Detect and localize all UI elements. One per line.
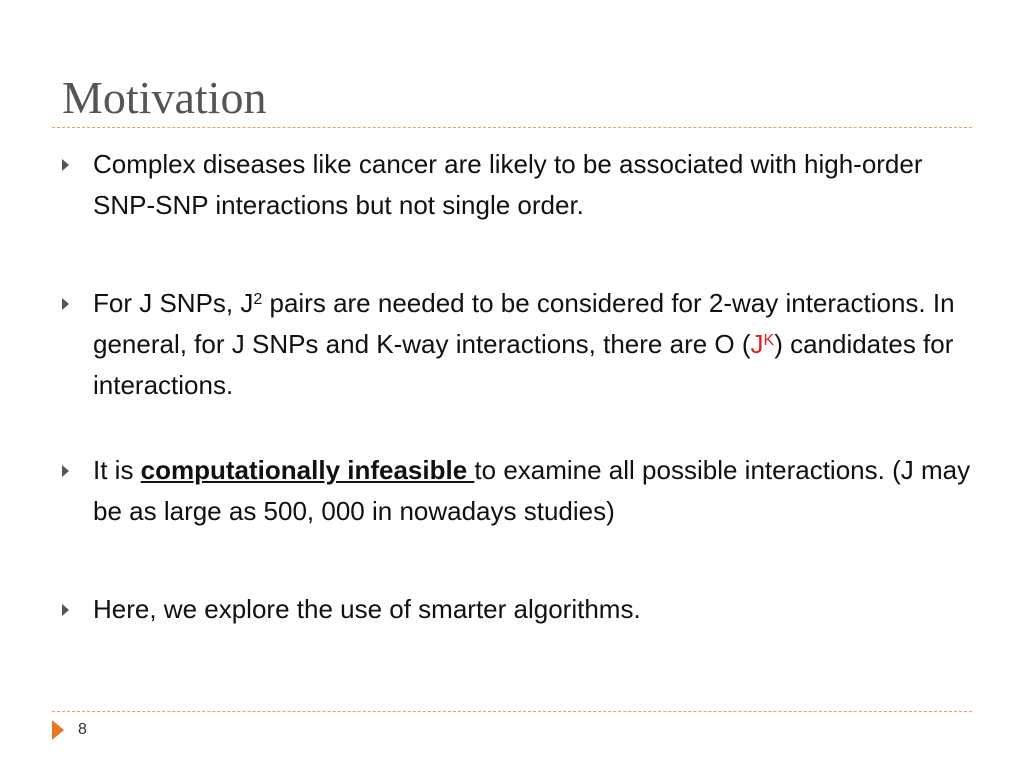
bullet-item (62, 283, 982, 413)
slide-title: Motivation (62, 72, 267, 123)
highlighted-j: J (750, 329, 764, 359)
bullet-item (62, 589, 982, 630)
bullet-triangle-icon (62, 159, 69, 171)
highlighted-superscript-k: K (763, 332, 775, 349)
bullet-item (62, 450, 982, 536)
bullet-text: Here, we explore the use of smarter algorithms. (93, 594, 641, 624)
title-divider (52, 127, 972, 128)
bullet-text: Complex diseases like cancer are likely to be associated with high-order SNP-SNP interactions but not single order. (93, 149, 923, 220)
bullet-text-part: ) candidates for interactions. (93, 329, 954, 400)
bullet-list (62, 144, 982, 630)
emphasized-text: computationally infeasible (140, 455, 475, 485)
superscript: 2 (253, 291, 263, 308)
footer-divider (52, 711, 972, 712)
bullet-text-part: It is (93, 455, 141, 485)
bullet-text-part: to examine all possible interactions. (J may be as large as 500, 000 in nowadays studies) (93, 455, 971, 526)
footer-triangle-icon (52, 720, 64, 740)
bullet-item (62, 144, 982, 239)
bullet-text-part: pairs are needed to be considered for 2-way interactions. In general, for J SNPs and K-way interactions, there are O ( (93, 288, 955, 359)
bullet-triangle-icon (62, 604, 69, 616)
page-number: 8 (78, 721, 87, 738)
bullet-text-part: For J SNPs, J (93, 288, 254, 318)
bullet-triangle-icon (62, 465, 69, 477)
bullet-triangle-icon (62, 298, 69, 310)
